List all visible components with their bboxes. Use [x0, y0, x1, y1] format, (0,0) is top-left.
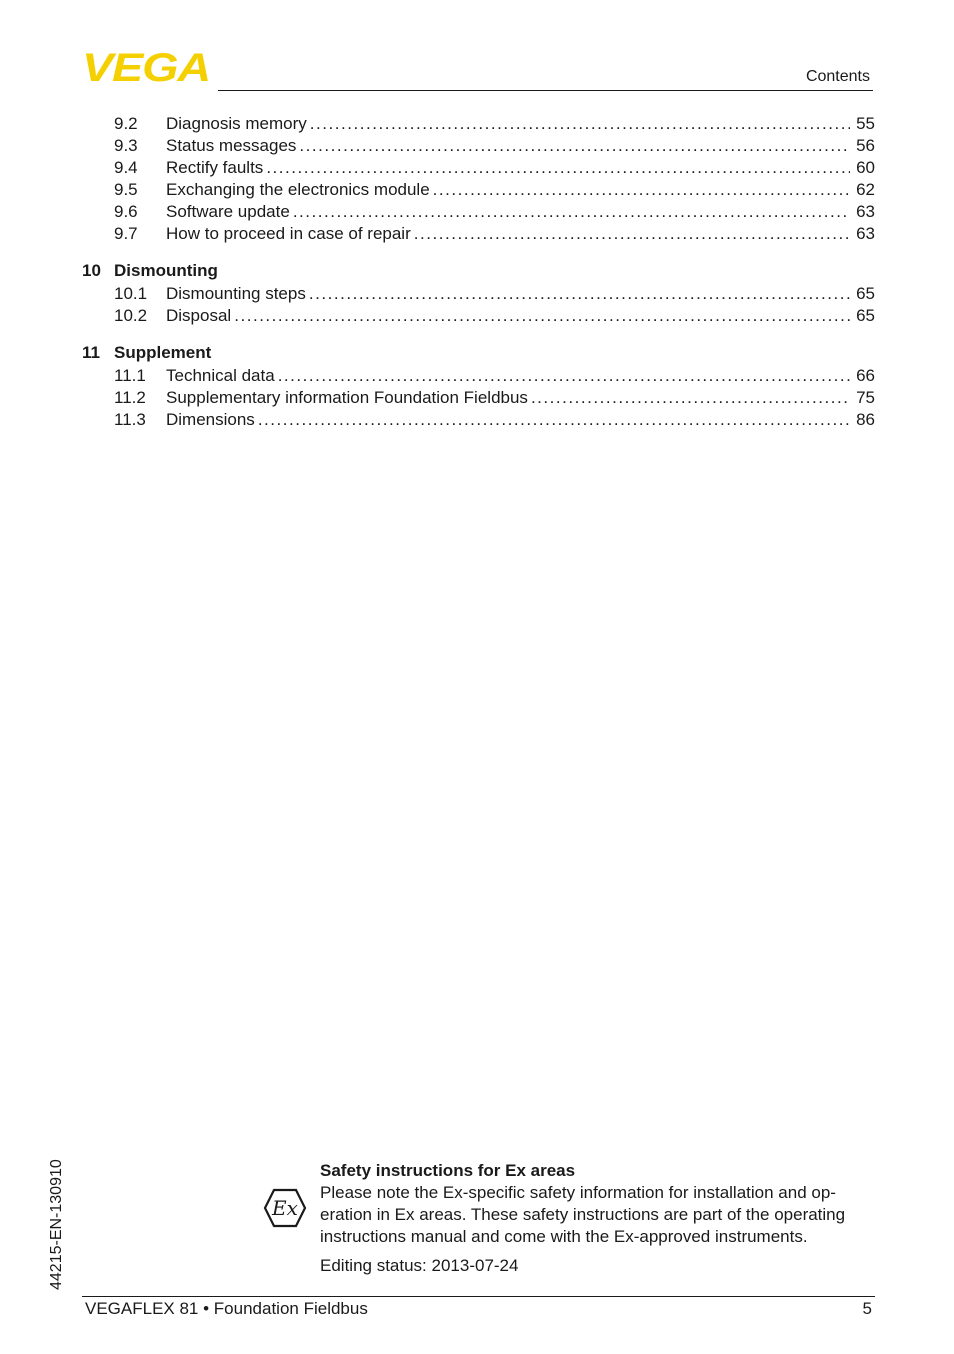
dot-leader	[433, 179, 850, 201]
dot-leader	[310, 113, 850, 135]
footer-divider	[82, 1296, 875, 1297]
header-title: Contents	[805, 68, 870, 85]
toc-entry[interactable]	[82, 283, 875, 305]
entry-title: Dismounting steps	[166, 284, 306, 303]
entry-page: 75	[856, 388, 875, 407]
entry-page: 63	[856, 202, 875, 221]
entry-number: 10.1	[114, 284, 148, 303]
entry-number: 11.1	[114, 366, 146, 385]
dot-leader	[234, 305, 850, 327]
dot-leader	[309, 283, 850, 305]
toc-section	[82, 259, 875, 327]
header-divider	[218, 90, 873, 91]
entry-title: Dimensions	[166, 410, 255, 429]
toc-section	[82, 341, 875, 431]
entry-title: How to proceed in case of repair	[166, 224, 411, 243]
entry-number: 11.3	[114, 410, 146, 429]
toc-section	[82, 113, 875, 245]
entry-title: Technical data	[166, 366, 275, 385]
entry-title: Exchanging the electronics module	[166, 180, 430, 199]
toc-entry[interactable]	[82, 387, 875, 409]
entry-number: 11.2	[114, 388, 146, 407]
entry-title: Software update	[166, 202, 290, 221]
safety-text: Please note the Ex-specific safety information for installation and op-eration in Ex areas. These safety instructions are part of the operating instructions manual and come with the Ex-approved instruments.	[320, 1183, 846, 1246]
entry-title: Disposal	[166, 306, 232, 325]
dot-leader	[258, 409, 850, 431]
section-title: Dismounting	[114, 261, 218, 280]
ex-hexagon-icon	[263, 1188, 307, 1228]
vega-logo	[82, 50, 212, 84]
toc-section-heading[interactable]	[82, 341, 875, 365]
dot-leader	[293, 201, 850, 223]
section-title: Supplement	[114, 343, 212, 362]
entry-page: 65	[856, 284, 875, 303]
entry-page: 60	[856, 158, 875, 177]
entry-page: 65	[856, 306, 875, 325]
entry-title: Supplementary information Foundation Fieldbus	[166, 388, 528, 407]
svg-text:Ex: Ex	[272, 1196, 298, 1220]
toc-entry[interactable]	[82, 409, 875, 431]
entry-number: 9.6	[114, 202, 138, 221]
dot-leader	[414, 223, 850, 245]
toc-entry[interactable]	[82, 179, 875, 201]
footer-product: VEGAFLEX 81 • Foundation Fieldbus	[85, 1299, 368, 1318]
entry-title: Status messages	[166, 136, 297, 155]
entry-title: Diagnosis memory	[166, 114, 307, 133]
toc-entry[interactable]	[82, 201, 875, 223]
entry-page: 55	[856, 114, 875, 133]
dot-leader	[299, 135, 850, 157]
entry-number: 10.2	[114, 306, 148, 325]
entry-page: 63	[856, 224, 875, 243]
table-of-contents	[82, 113, 875, 445]
toc-entry[interactable]	[82, 113, 875, 135]
entry-number: 9.7	[114, 224, 138, 243]
logo-text: VEGA	[82, 50, 210, 84]
toc-section-heading[interactable]	[82, 259, 875, 283]
toc-entry[interactable]	[82, 135, 875, 157]
entry-number: 9.3	[114, 136, 138, 155]
entry-page: 56	[856, 136, 875, 155]
footer-page-number: 5	[862, 1299, 872, 1318]
dot-leader	[278, 365, 850, 387]
entry-page: 86	[856, 410, 875, 429]
toc-entry[interactable]	[82, 223, 875, 245]
document-code: 44215-EN-130910	[48, 1159, 65, 1290]
entry-page: 66	[856, 366, 875, 385]
entry-number: 9.2	[114, 114, 138, 133]
safety-title: Safety instructions for Ex areas	[320, 1161, 576, 1180]
editing-status: Editing status: 2013-07-24	[320, 1256, 519, 1275]
dot-leader	[266, 157, 850, 179]
safety-note	[320, 1160, 876, 1277]
toc-entry[interactable]	[82, 365, 875, 387]
entry-number: 9.5	[114, 180, 138, 199]
entry-page: 62	[856, 180, 875, 199]
section-number: 11	[82, 343, 100, 362]
entry-title: Rectify faults	[166, 158, 264, 177]
toc-entry[interactable]	[82, 305, 875, 327]
dot-leader	[531, 387, 850, 409]
entry-number: 9.4	[114, 158, 138, 177]
section-number: 10	[82, 261, 101, 280]
toc-entry[interactable]	[82, 157, 875, 179]
